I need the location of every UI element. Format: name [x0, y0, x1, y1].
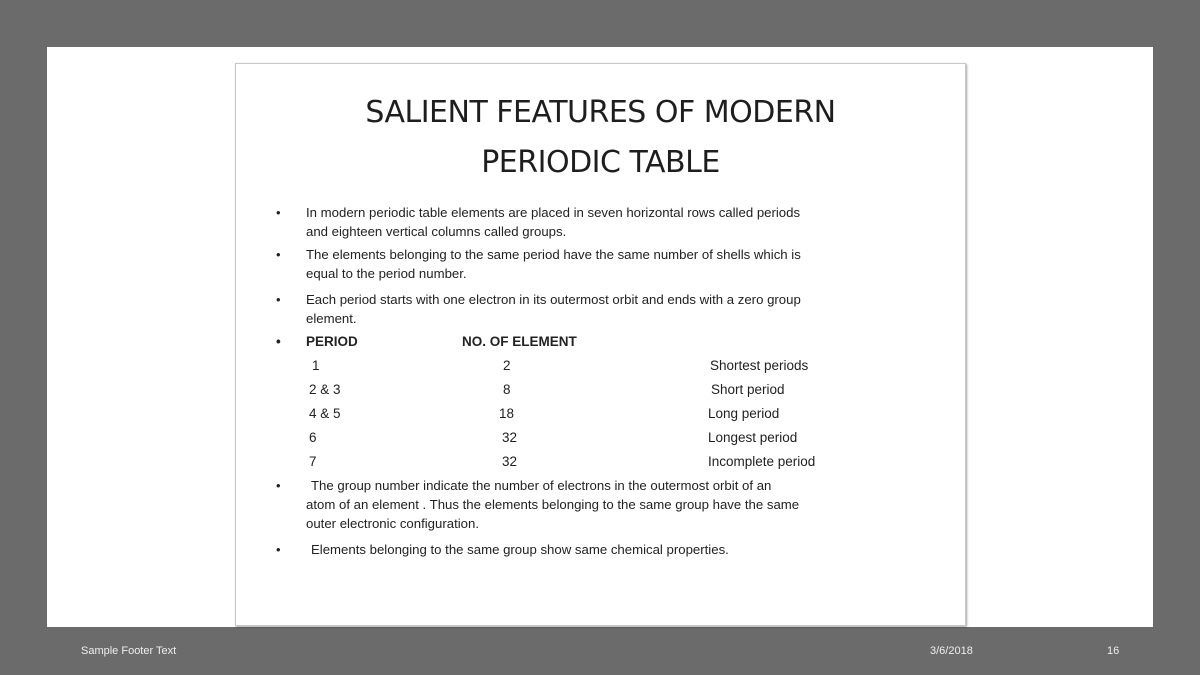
cell-count: 18	[499, 406, 515, 421]
cell-count: 32	[502, 454, 518, 469]
bullet-icon: •	[276, 478, 281, 493]
bullet-text: The elements belonging to the same period have the same number of shells which is	[306, 247, 801, 262]
cell-period: 4 & 5	[309, 406, 341, 421]
bullet-text: Elements belonging to the same group show same chemical properties.	[311, 542, 729, 557]
bullet-text: In modern periodic table elements are placed in seven horizontal rows called periods	[306, 205, 801, 220]
bullet-text: The group number indicate the number of electrons in the outermost orbit of an	[311, 478, 772, 493]
cell-count: 32	[502, 430, 518, 445]
cell-type: Long period	[708, 406, 780, 421]
cell-type: Short period	[711, 382, 785, 397]
bullet-text: atom of an element . Thus the elements belonging to the same group have the same	[306, 497, 800, 512]
title-line-1: SALIENT FEATURES OF MODERN	[365, 95, 836, 130]
footer-date: 3/6/2018	[930, 645, 973, 657]
slide-content-image	[235, 63, 966, 626]
cell-type: Longest period	[708, 430, 798, 445]
cell-period: 7	[309, 454, 317, 469]
bullet-list	[236, 64, 965, 625]
bullet-text: Each period starts with one electron in its outermost orbit and ends with a zero group	[306, 292, 801, 307]
cell-period: 1	[312, 358, 320, 373]
bullet-text: equal to the period number.	[306, 266, 467, 281]
header-period: PERIOD	[306, 334, 358, 349]
header-count: NO. OF ELEMENT	[462, 334, 577, 349]
cell-type: Shortest periods	[710, 358, 809, 373]
bullet-text: and eighteen vertical columns called groups.	[306, 224, 567, 239]
bullet-icon: •	[276, 292, 281, 307]
cell-count: 8	[503, 382, 511, 397]
footer-page-number: 16	[1107, 645, 1120, 657]
footer-text: Sample Footer Text	[81, 645, 177, 657]
bullet-text: outer electronic configuration.	[306, 516, 480, 531]
bullet-icon: •	[276, 542, 281, 557]
bullet-text: element.	[306, 311, 357, 326]
cell-type: Incomplete period	[708, 454, 816, 469]
bullet-icon: •	[276, 247, 281, 262]
title-line-2: PERIODIC TABLE	[481, 145, 720, 180]
bullet-icon: •	[276, 334, 281, 349]
cell-period: 2 & 3	[309, 382, 341, 397]
bullet-icon: •	[276, 205, 281, 220]
cell-count: 2	[503, 358, 511, 373]
cell-period: 6	[309, 430, 317, 445]
